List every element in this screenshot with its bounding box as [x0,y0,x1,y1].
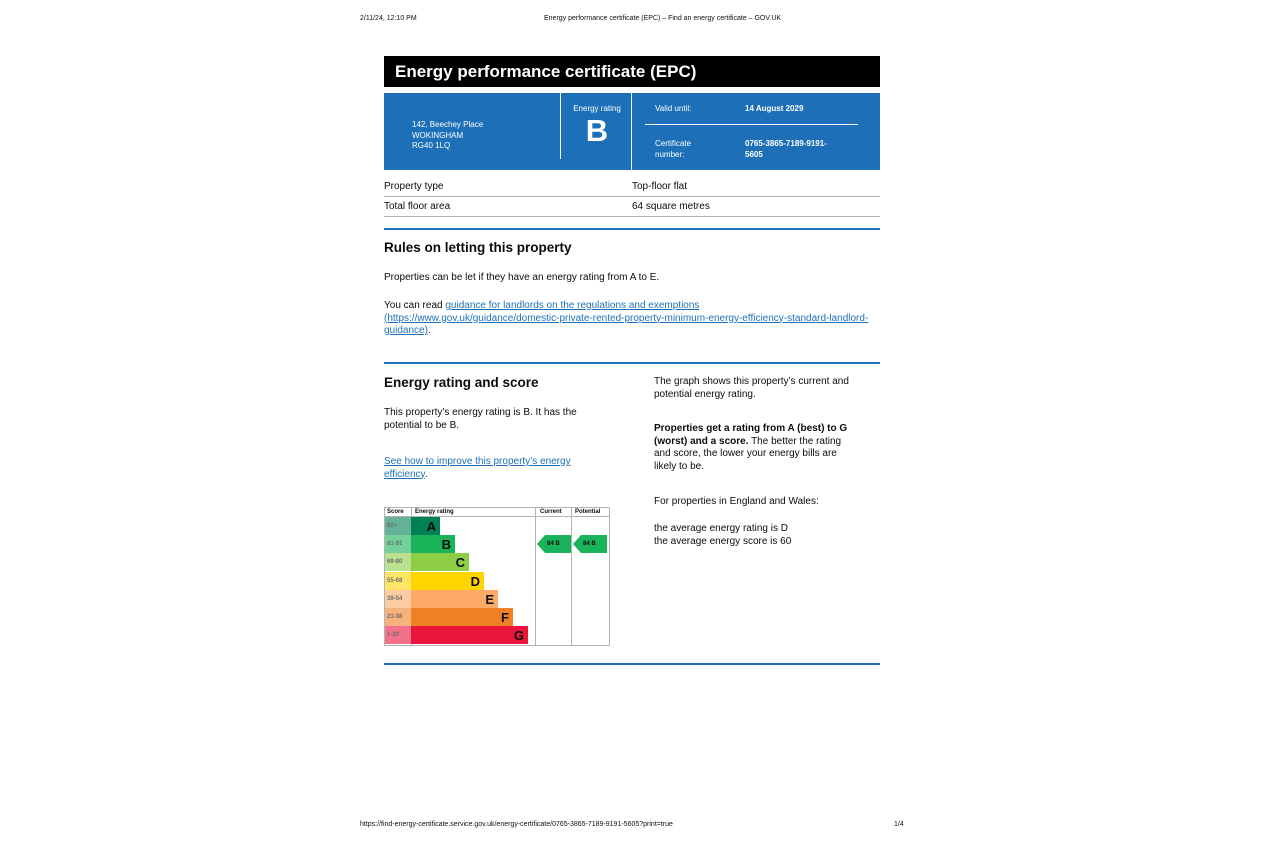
rules-guidance-paragraph: You can read guidance for landlords on the regulations and exemptions (https://www.gov.uk/guidance/domestic-private-rented-property-minimum-energy-efficiency-standard-landlord- guidance). [384,300,869,336]
certificate-number-label: Certificate number: [655,139,692,159]
band-score-g: 1-20 [385,626,411,644]
print-url: https://find-energy-certificate.service.gov.uk/energy-certificate/0765-3865-7189-9191-5605?print=true [360,821,673,828]
current-rating-arrow [537,535,571,553]
divider [645,124,858,125]
current-rating-arrow-label: 84 B [547,541,560,548]
band-bar-c: C [411,553,469,571]
energy-rating-letter: B [585,113,609,148]
band-score-f: 21-38 [385,608,411,626]
property-type-label: Property type [384,181,444,192]
average-rating-text: the average energy rating is D [654,523,788,534]
band-bar-b: B [411,535,455,553]
divider [560,93,561,159]
graph-explanation: The graph shows this property’s current and potential energy rating. [654,376,849,400]
improve-paragraph: See how to improve this property’s energy efficiency. [384,456,571,480]
rules-heading: Rules on letting this property [384,240,572,255]
improve-efficiency-link-cont[interactable]: efficiency [384,468,425,480]
guidance-link[interactable]: guidance for landlords on the regulations and exemptions [445,300,700,311]
england-wales-text: For properties in England and Wales: [654,496,819,507]
rating-explanation: Properties get a rating from A (best) to G (worst) and a score. The better the rating and score, the lower your energy bills are likely to be. [654,423,848,472]
certificate-number-value: 0765-3865-7189-9191- 5605 [745,139,827,159]
energy-rating-heading: Energy rating and score [384,375,539,390]
section-divider [384,362,880,364]
rating-paragraph: This property’s energy rating is B. It has the potential to be B. [384,407,577,431]
floor-area-label: Total floor area [384,201,451,212]
print-page-number: 1/4 [894,821,904,828]
band-bar-e: E [411,590,498,608]
guidance-url-link[interactable]: (https://www.gov.uk/guidance/domestic-private-rented-property-minimum-energy-efficiency-standard-landlord- [384,312,869,324]
band-bar-a: A [411,517,440,535]
energy-rating-label: Energy rating [573,104,621,113]
address-line: WOKINGHAM [412,130,464,140]
chart-header-score: Score [387,509,404,515]
band-score-e: 39-54 [385,590,411,608]
section-divider [384,228,880,230]
print-page-title: Energy performance certificate (EPC) – Find an energy certificate – GOV.UK [544,15,782,22]
valid-until-value: 14 August 2029 [745,104,804,113]
chart-header-potential: Potential [575,509,601,515]
address-line: 142, Beechey Place [412,120,484,129]
potential-rating-arrow [573,535,607,553]
chart-column-line [571,508,572,645]
divider [384,216,880,217]
property-address [412,120,483,152]
band-score-a: 92+ [385,517,411,535]
chart-header-current: Current [540,509,562,515]
band-bar-g: G [411,626,528,644]
valid-until-label: Valid until: [655,104,692,113]
improve-efficiency-link[interactable]: See how to improve this property’s energy [384,456,571,467]
energy-rating-chart [384,507,610,646]
potential-rating-arrow-label: 84 B [583,541,596,548]
certificate-title: Energy performance certificate (EPC) [384,56,880,87]
band-score-d: 55-68 [385,572,411,590]
guidance-url-link-cont[interactable]: guidance) [384,325,428,336]
band-bar-d: D [411,572,484,590]
band-score-c: 69-80 [385,553,411,571]
band-bar-f: F [411,608,513,626]
chart-column-line [535,508,536,645]
floor-area-value: 64 square metres [632,201,710,212]
band-score-b: 81-91 [385,535,411,553]
section-divider [384,663,880,665]
certificate-summary [384,93,880,170]
chart-header-rating: Energy rating [415,509,454,515]
property-type-value: Top-floor flat [632,181,688,192]
divider [631,93,632,170]
address-line: RG40 1LQ [412,141,451,150]
average-score-text: the average energy score is 60 [654,536,792,547]
rules-paragraph: Properties can be let if they have an energy rating from A to E. [384,272,660,283]
print-datetime: 2/11/24, 12:10 PM [360,15,417,22]
divider [384,196,880,197]
